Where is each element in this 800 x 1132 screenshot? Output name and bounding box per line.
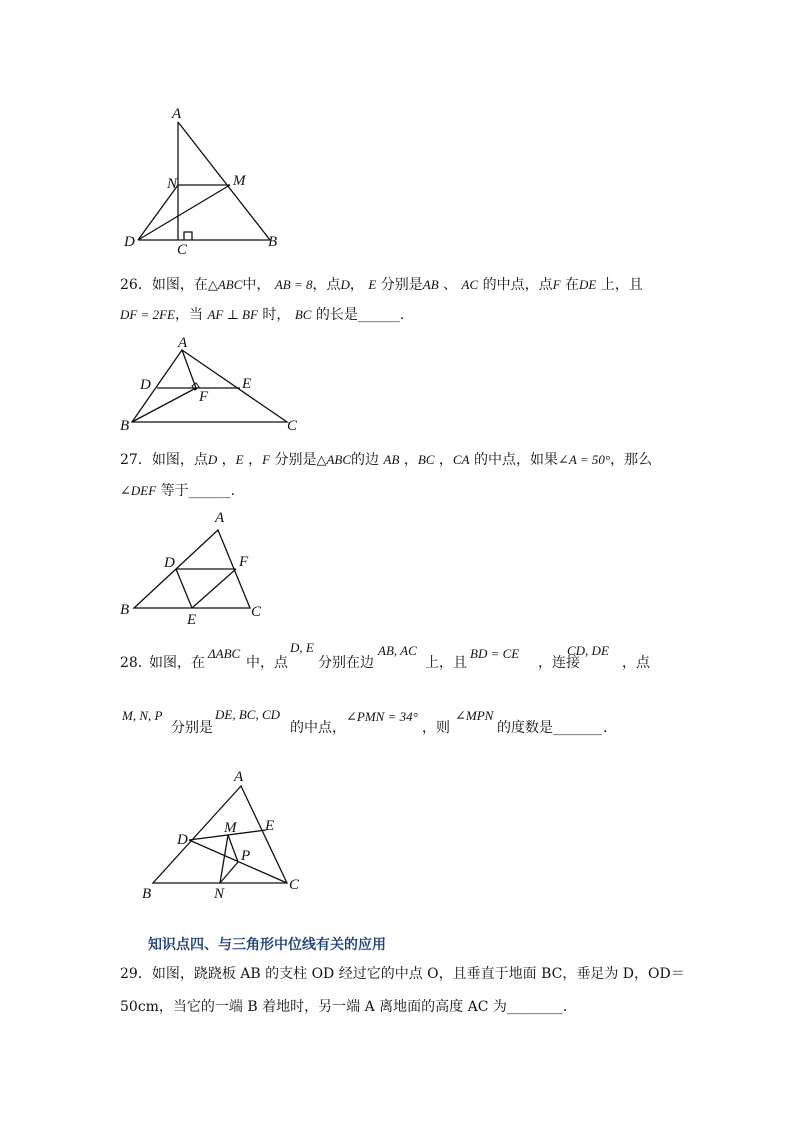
label-B: B xyxy=(120,418,130,434)
math: BC xyxy=(417,452,435,467)
math: E xyxy=(235,452,244,467)
text: 上，且 xyxy=(425,655,467,671)
text: ， xyxy=(349,277,364,293)
question-number: 28． xyxy=(120,655,152,671)
label-C: C xyxy=(177,242,188,258)
label-A: A xyxy=(178,335,188,351)
text: . xyxy=(562,999,568,1015)
question-number: 27． xyxy=(120,452,152,468)
math: △ABC xyxy=(207,277,243,292)
text: 中，点 xyxy=(246,655,288,671)
text: 如图，在 xyxy=(151,277,208,293)
label-N: N xyxy=(214,886,225,902)
math: CA xyxy=(452,452,470,467)
text: 50cm，当它的一端 B 着地时，另一端 A 离地面的高度 AC 为 xyxy=(120,999,507,1015)
text: ， xyxy=(438,452,453,468)
text: 的中点，点 xyxy=(482,277,553,293)
text: ， xyxy=(221,452,236,468)
math: AC xyxy=(461,277,479,292)
answer-blank: ______ xyxy=(357,307,400,323)
label-E: E xyxy=(265,818,275,834)
math: △ABC xyxy=(316,452,352,467)
text: 如图，点 xyxy=(151,452,208,468)
math: D, E xyxy=(290,640,314,655)
text: 的中点， xyxy=(290,720,346,736)
text: 的度数是 xyxy=(497,720,553,736)
text: 的中点，如果 xyxy=(474,452,558,468)
label-C: C xyxy=(287,418,298,434)
label-B: B xyxy=(268,234,278,250)
label-F: F xyxy=(199,389,209,405)
text: 分别是 xyxy=(380,277,423,293)
label-A: A xyxy=(172,106,182,122)
text: . xyxy=(230,483,236,499)
text: ，点 xyxy=(622,655,650,671)
math: ∠A = 50° xyxy=(558,452,611,467)
text: ，连接 xyxy=(538,655,580,671)
section-heading: 知识点四、与三角形中位线有关的应用 xyxy=(148,937,386,953)
math: M, N, P xyxy=(122,708,163,723)
math: BC xyxy=(294,307,312,322)
text: ，则 xyxy=(422,720,450,736)
math: DE xyxy=(579,277,597,292)
q29-line-2 xyxy=(120,998,567,1016)
text: ， xyxy=(403,452,418,468)
label-F: F xyxy=(239,554,249,570)
math: D xyxy=(340,277,350,292)
label-B: B xyxy=(120,602,130,618)
label-M: M xyxy=(224,820,237,836)
label-B: B xyxy=(142,886,152,902)
label-A: A xyxy=(234,769,244,785)
answer-blank: _______ xyxy=(553,720,602,736)
text: 中， xyxy=(242,277,271,293)
math: ∠MPN xyxy=(455,708,494,723)
text: 如图，在 xyxy=(149,655,205,671)
label-A: A xyxy=(215,510,225,526)
text: 在 xyxy=(565,277,580,293)
text: 上，且 xyxy=(600,277,643,293)
text: 的边 xyxy=(351,452,380,468)
text: . xyxy=(399,307,405,323)
text: 分别是 xyxy=(274,452,317,468)
label-M: M xyxy=(233,173,246,189)
text: . xyxy=(603,720,608,736)
math: E xyxy=(368,277,377,292)
math: D xyxy=(207,452,218,467)
text: 的长是 xyxy=(315,307,358,323)
label-D: D xyxy=(140,377,151,393)
math: AB xyxy=(383,452,400,467)
text: ，当 xyxy=(174,307,203,323)
math: AB, AC xyxy=(378,643,417,658)
label-C: C xyxy=(289,877,300,893)
label-E: E xyxy=(187,612,197,628)
question-number: 26． xyxy=(120,277,152,293)
math: AB = 8 xyxy=(274,277,313,292)
math: ΔABC xyxy=(208,646,241,661)
label-P: P xyxy=(241,848,251,864)
answer-blank: ______ xyxy=(188,483,231,499)
label-D: D xyxy=(177,832,188,848)
text: ， xyxy=(248,452,263,468)
label-N: N xyxy=(167,176,178,192)
text: 分别在边 xyxy=(318,655,374,671)
label-D: D xyxy=(124,234,135,250)
text: ，点 xyxy=(312,277,341,293)
math: F xyxy=(552,277,561,292)
text: 等于 xyxy=(160,483,189,499)
text: ，那么 xyxy=(610,452,653,468)
math: CD, DE xyxy=(567,643,609,658)
math: DF = 2FE xyxy=(120,307,175,322)
math: ∠PMN = 34° xyxy=(346,709,418,724)
math: DE, BC, CD xyxy=(215,707,280,722)
math: BD = CE xyxy=(470,646,520,661)
label-E: E xyxy=(242,376,252,392)
text: 时， xyxy=(262,307,291,323)
math: AF ⊥ BF xyxy=(207,307,258,322)
text: 、 xyxy=(443,277,458,293)
answer-blank: ________ xyxy=(506,999,563,1015)
q29-line-1: 29．如图，跷跷板 AB 的支柱 OD 经过它的中点 O，且垂直于地面 BC，垂足为 D，OD＝ xyxy=(120,966,685,982)
math: AB xyxy=(422,277,439,292)
label-D: D xyxy=(164,555,175,571)
text: 分别是 xyxy=(171,720,213,736)
math: F xyxy=(262,452,271,467)
label-C: C xyxy=(251,604,262,620)
math: ∠DEF xyxy=(120,483,157,498)
